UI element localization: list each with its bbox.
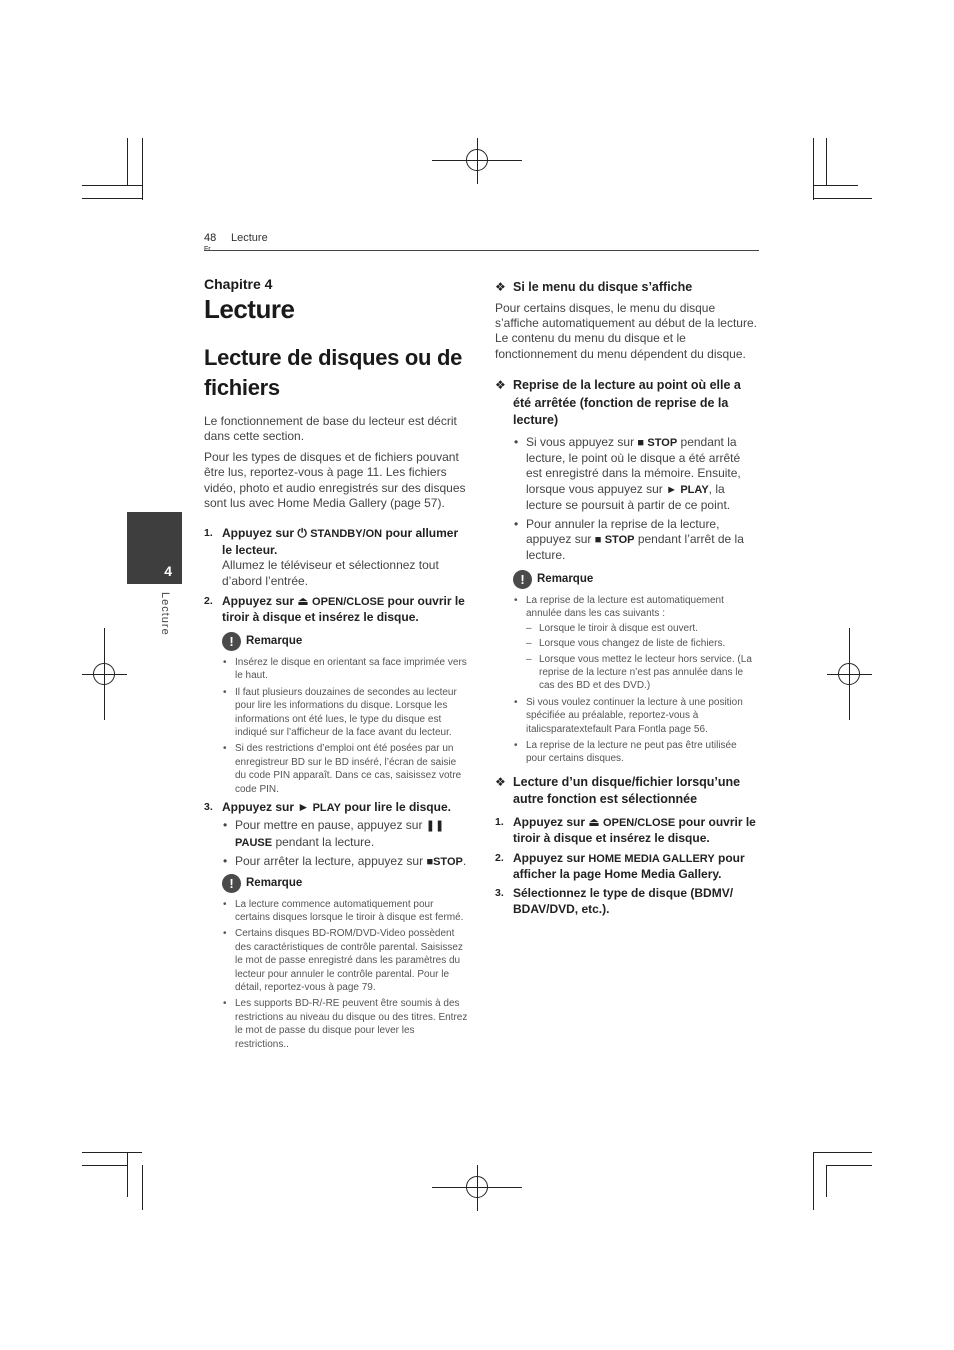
note-heading xyxy=(513,570,759,589)
note-label: Remarque xyxy=(246,877,303,890)
note-item: • Si des restrictions d’emploi ont été posées par un enregistreur BD sur le BD inséré, l’écran de saisie du code PIN apparaît. Dans ce cas, saisissez votre code PIN. xyxy=(222,742,470,796)
note-item: • Certains disques BD-ROM/DVD-Video possèdent des caractéristiques de contrôle parental. Saisissez le mot de passe enregistré dans les paramètres du lecteur pour annuler le contrôle parental. Pour le détail, reportez-vous à page 79. xyxy=(222,927,470,994)
key-play: PLAY xyxy=(312,801,341,814)
pause-icon: ❚❚ xyxy=(425,820,445,833)
step-number: 3. xyxy=(204,800,213,813)
right-column xyxy=(495,279,759,917)
exclamation-icon: ! xyxy=(222,874,241,893)
bullet-text: pendant l’arrêt de la lecture. xyxy=(526,532,744,563)
stop-icon: ■ xyxy=(637,436,645,449)
play-icon: ► xyxy=(297,799,310,814)
step-text: pour afficher la page Home Media Gallery. xyxy=(513,850,745,881)
step-text: Appuyez sur xyxy=(222,594,295,609)
intro-paragraph: Pour les types de disques et de fichiers pouvant être lus, reportez-vous à page 11. Les fichiers vidéo, photo et audio enregistrés sur des disques sont lus avec Home Media Gallery (page 57). xyxy=(204,449,466,511)
key-open-close: OPEN/CLOSE xyxy=(312,596,385,609)
step-text: Appuyez sur xyxy=(513,850,586,865)
note-item: • Les supports BD-R/-RE peuvent être soumis à des restrictions au niveau du disque ou des titres. Entrez le mot de passe du disque pour lever les restrictions.. xyxy=(222,997,470,1051)
header-rule xyxy=(204,250,759,251)
step-text: Appuyez sur xyxy=(222,526,295,541)
step-description: Allumez le téléviseur et sélectionnez tout d’abord l’entrée. xyxy=(222,558,439,588)
key-play: PLAY xyxy=(680,483,709,496)
running-title: Lecture xyxy=(231,232,268,244)
page-number: 48 xyxy=(204,232,217,244)
stop-icon: ■ xyxy=(426,856,434,869)
bullet-text: pendant la lecture. xyxy=(275,834,375,849)
bullet-text: Pour mettre en pause, appuyez sur xyxy=(235,818,423,833)
diamond-icon: ❖ xyxy=(495,280,506,294)
resume-bullet xyxy=(513,435,759,514)
step-bullet xyxy=(222,818,470,851)
key-stop: STOP xyxy=(604,534,635,547)
bullet-text: . xyxy=(462,854,467,869)
exclamation-icon: ! xyxy=(513,570,532,589)
subsection-heading xyxy=(495,279,759,297)
left-column xyxy=(204,276,470,1054)
key-stop: STOP xyxy=(647,436,678,449)
note-list xyxy=(222,656,470,796)
step-text: Appuyez sur xyxy=(513,814,586,829)
step-text: pour ouvrir le tiroir à disque et insérez le disque. xyxy=(513,814,756,846)
step-1 xyxy=(495,815,759,847)
chapter-tab xyxy=(127,512,182,584)
eject-icon: ⏏ xyxy=(297,594,309,609)
step-number: 3. xyxy=(495,887,504,900)
subsection-title: Reprise de la lecture au point où elle a été arrêtée (fonction de reprise de la lecture) xyxy=(513,378,741,428)
note-box xyxy=(513,570,759,766)
step-text: Appuyez sur xyxy=(222,799,295,814)
step-text: Sélectionnez le type de disque (BDMV/ BDAV/DVD, etc.). xyxy=(513,886,734,916)
step-text: pour allumer le lecteur. xyxy=(222,526,459,557)
stop-icon: ■ xyxy=(594,534,602,547)
subsection-heading xyxy=(495,774,759,809)
note-item: • La lecture commence automatiquement pour certains disques lorsque le tiroir à disque est fermé. xyxy=(222,898,470,925)
note-item: • Si vous voulez continuer la lecture à une position spécifiée au préalable, reportez-vous à italicsparatextefault Para Fontla page 56. xyxy=(513,696,759,736)
chapter-tab-label: Lecture xyxy=(159,592,171,636)
step-number: 1. xyxy=(495,815,504,828)
subsection-heading xyxy=(495,377,759,430)
bullet-text: Pour arrêter la lecture, appuyez sur xyxy=(235,854,424,869)
note-item: • Insérez le disque en orientant sa face imprimée vers le haut. xyxy=(222,656,470,683)
power-icon: ⏻ xyxy=(297,526,307,541)
eject-icon: ⏏ xyxy=(588,814,600,829)
key-open-close: OPEN/CLOSE xyxy=(603,816,676,829)
note-sublist xyxy=(513,622,759,693)
step-bullet xyxy=(222,854,470,870)
step-number: 2. xyxy=(204,595,213,608)
bullet-text: Pour annuler la reprise de la lecture, appuyez sur xyxy=(526,516,720,547)
key-home-media-gallery: HOME MEDIA GALLERY xyxy=(588,852,715,865)
step-3 xyxy=(204,800,470,871)
resume-bullets xyxy=(513,435,759,564)
bullet-text: Si vous appuyez sur xyxy=(526,434,635,449)
step-3 xyxy=(495,886,759,917)
subsection-title: Lecture d’un disque/fichier lorsqu’une autre fonction est sélectionnée xyxy=(513,774,741,807)
note-label: Remarque xyxy=(537,573,594,586)
diamond-icon: ❖ xyxy=(495,774,506,789)
note-item: • Il faut plusieurs douzaines de secondes au lecteur pour lire les informations du disque. Lorsque les informations ont été lues, le type du disque est indiqué sur l’afficheur de la face avant du lecteur. xyxy=(222,686,470,740)
step-2 xyxy=(204,594,470,626)
key-standby-on: STANDBY/ON xyxy=(310,528,383,541)
note-subitem: – Lorsque le tiroir à disque est ouvert. xyxy=(513,622,759,635)
step-text: pour ouvrir le tiroir à disque et insérez le disque. xyxy=(222,594,465,625)
note-subitem: – Lorsque vous changez de liste de fichiers. xyxy=(513,637,759,650)
note-list xyxy=(513,696,759,766)
step-number: 2. xyxy=(495,851,504,864)
note-heading xyxy=(222,874,470,893)
step-bullets xyxy=(222,818,470,870)
key-pause: PAUSE xyxy=(235,836,273,849)
note-list xyxy=(513,594,759,621)
step-1 xyxy=(204,526,470,589)
section-title: Lecture de disques ou de fichiers xyxy=(204,345,463,400)
chapter-title: Lecture xyxy=(204,294,295,324)
resume-bullet xyxy=(513,517,759,564)
bullet-text: , la lecture se poursuit à partir de ce point. xyxy=(526,481,731,513)
intro-paragraph: Le fonctionnement de base du lecteur est décrit dans cette section. xyxy=(204,414,457,444)
note-box xyxy=(222,632,470,796)
subsection-title: Si le menu du disque s’affiche xyxy=(513,280,693,294)
note-subitem: – Lorsque vous mettez le lecteur hors service. (La reprise de la lecture n’est pas annulée dans le cas des BD et des DVD.) xyxy=(513,653,759,693)
step-text: pour lire le disque. xyxy=(344,799,451,814)
exclamation-icon: ! xyxy=(222,632,241,651)
note-item: • La reprise de la lecture ne peut pas être utilisée pour certains disques. xyxy=(513,739,759,766)
note-label: Remarque xyxy=(246,635,303,648)
chapter-tab-number: 4 xyxy=(164,563,172,579)
play-icon: ► xyxy=(666,483,677,496)
chapter-label: Chapitre 4 xyxy=(204,276,273,292)
bullet-text: pendant la lecture, le point où le disque a été arrêté est enregistré dans la mémoire. Ensuite, lorsque vous appuyez sur xyxy=(526,434,741,496)
subsection-paragraph: Pour certains disques, le menu du disque s’affiche automatiquement au début de la lecture. Le contenu du menu du disque et le fonctionnement du menu dépendent du disque. xyxy=(495,300,757,361)
step-number: 1. xyxy=(204,527,213,540)
note-list xyxy=(222,898,470,1051)
key-stop: STOP xyxy=(433,856,463,869)
note-box xyxy=(222,874,470,1051)
step-2 xyxy=(495,851,759,883)
note-heading xyxy=(222,632,470,651)
note-item: • La reprise de la lecture est automatiquement annulée dans les cas suivants : xyxy=(513,594,759,621)
diamond-icon: ❖ xyxy=(495,378,506,393)
